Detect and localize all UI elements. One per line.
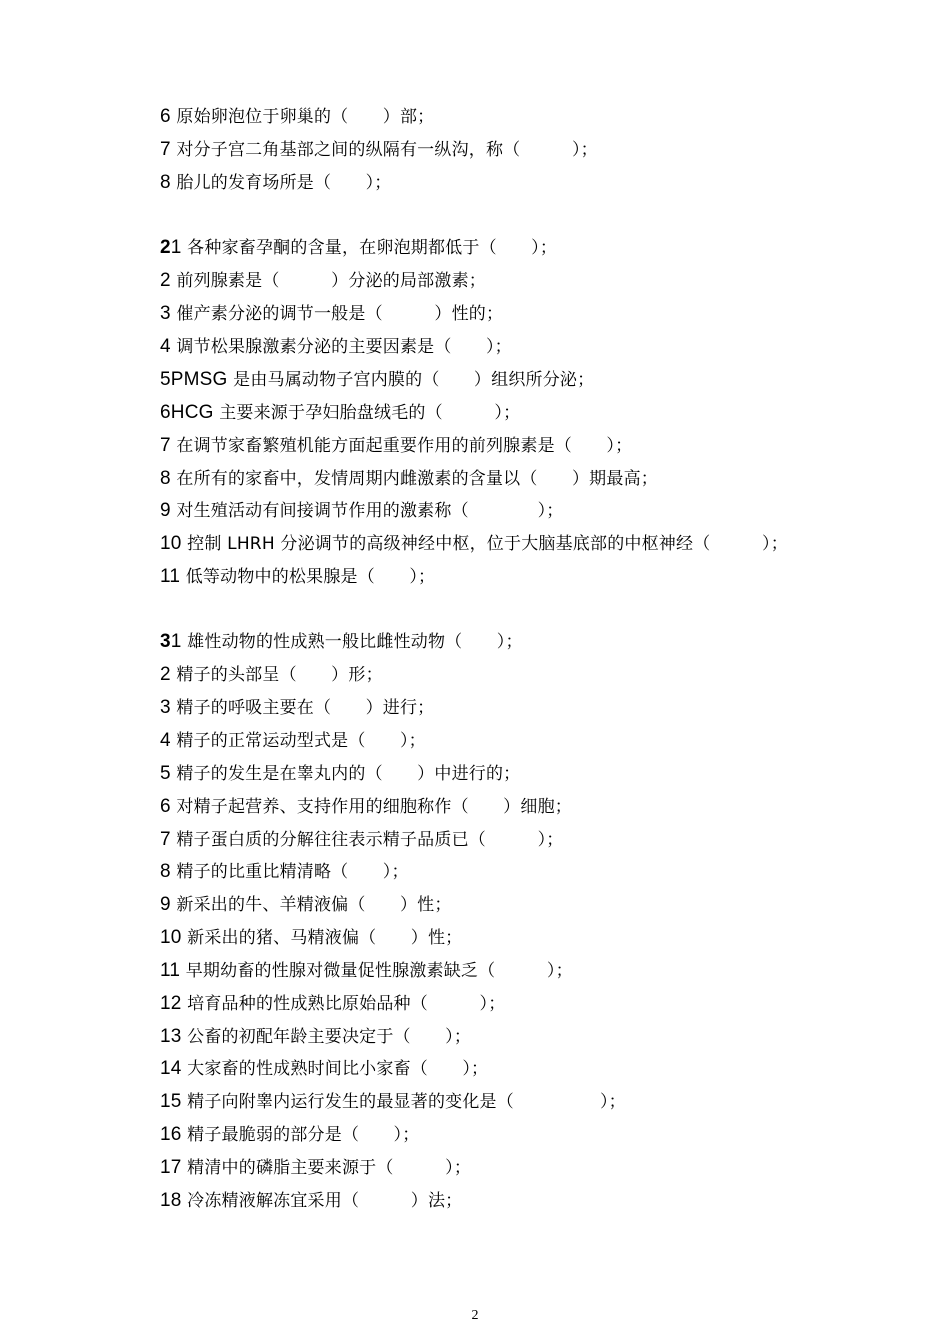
question-line: 17 精清中的磷脂主要来源于（ ）；: [160, 1157, 472, 1178]
question-line: 10 控制 LHRH 分泌调节的高级神经中枢，位于大脑基底部的中枢神经（ ）；: [160, 533, 788, 554]
question-line: 4 精子的正常运动型式是（ ）；: [160, 730, 426, 751]
question-line: 7 精子蛋白质的分解往往表示精子品质已（ ）；: [160, 829, 564, 850]
question-line: 7 在调节家畜繁殖机能方面起重要作用的前列腺素是（ ）；: [160, 435, 633, 456]
question-line: 11 低等动物中的松果腺是（ ）；: [160, 566, 436, 587]
question-line: 9 对生殖活动有间接调节作用的激素称（ ）；: [160, 500, 564, 521]
question-line: 7 对分子宫二角基部之间的纵隔有一纵沟，称（ ）；: [160, 139, 598, 160]
question-line: 6 原始卵泡位于卵巢的（ ）部；: [160, 106, 435, 127]
question-line: 5PMSG 是由马属动物子宫内膜的（ ）组织所分泌；: [160, 369, 595, 390]
page-number: 2: [471, 1308, 479, 1323]
question-line: 12 培育品种的性成熟比原始品种（ ）；: [160, 993, 506, 1014]
question-line: 15 精子向附睾内运行发生的最显著的变化是（ ）；: [160, 1091, 626, 1112]
question-line: 11 早期幼畜的性腺对微量促性腺激素缺乏（ ）；: [160, 960, 573, 981]
question-line: 2 精子的头部呈（ ）形；: [160, 664, 383, 685]
question-line: 3 催产素分泌的调节一般是（ ）性的；: [160, 303, 504, 324]
question-line: 5 精子的发生是在睾丸内的（ ）中进行的；: [160, 763, 521, 784]
section-2-first-line: 21 各种家畜孕酮的含量，在卵泡期都低于（ ）；: [160, 237, 558, 258]
question-line: 9 新采出的牛、羊精液偏（ ）性；: [160, 894, 452, 915]
question-line: 8 在所有的家畜中，发情周期内雌激素的含量以（ ）期最高；: [160, 468, 658, 489]
question-line: 13 公畜的初配年龄主要决定于（ ）；: [160, 1026, 472, 1047]
question-line: 18 冷冻精液解冻宜采用（ ）法；: [160, 1190, 463, 1211]
question-line: 8 精子的比重比精清略（ ）；: [160, 861, 409, 882]
question-line: 8 胎儿的发育场所是（ ）；: [160, 172, 392, 193]
question-line: 2 前列腺素是（ ）分泌的局部激素；: [160, 270, 486, 291]
question-line: 6 对精子起营养、支持作用的细胞称作（ ）细胞；: [160, 796, 572, 817]
question-line: 6HCG 主要来源于孕妇胎盘绒毛的（ ）；: [160, 402, 521, 423]
question-line: 4 调节松果腺激素分泌的主要因素是（ ）；: [160, 336, 512, 357]
question-line: 16 精子最脆弱的部分是（ ）；: [160, 1124, 420, 1145]
question-line: 3 精子的呼吸主要在（ ）进行；: [160, 697, 435, 718]
question-line: 10 新采出的猪、马精液偏（ ）性；: [160, 927, 463, 948]
question-line: 14 大家畜的性成熟时间比小家畜（ ）；: [160, 1058, 489, 1079]
section-3-first-line: 31 雄性动物的性成熟一般比雌性动物（ ）；: [160, 631, 523, 652]
